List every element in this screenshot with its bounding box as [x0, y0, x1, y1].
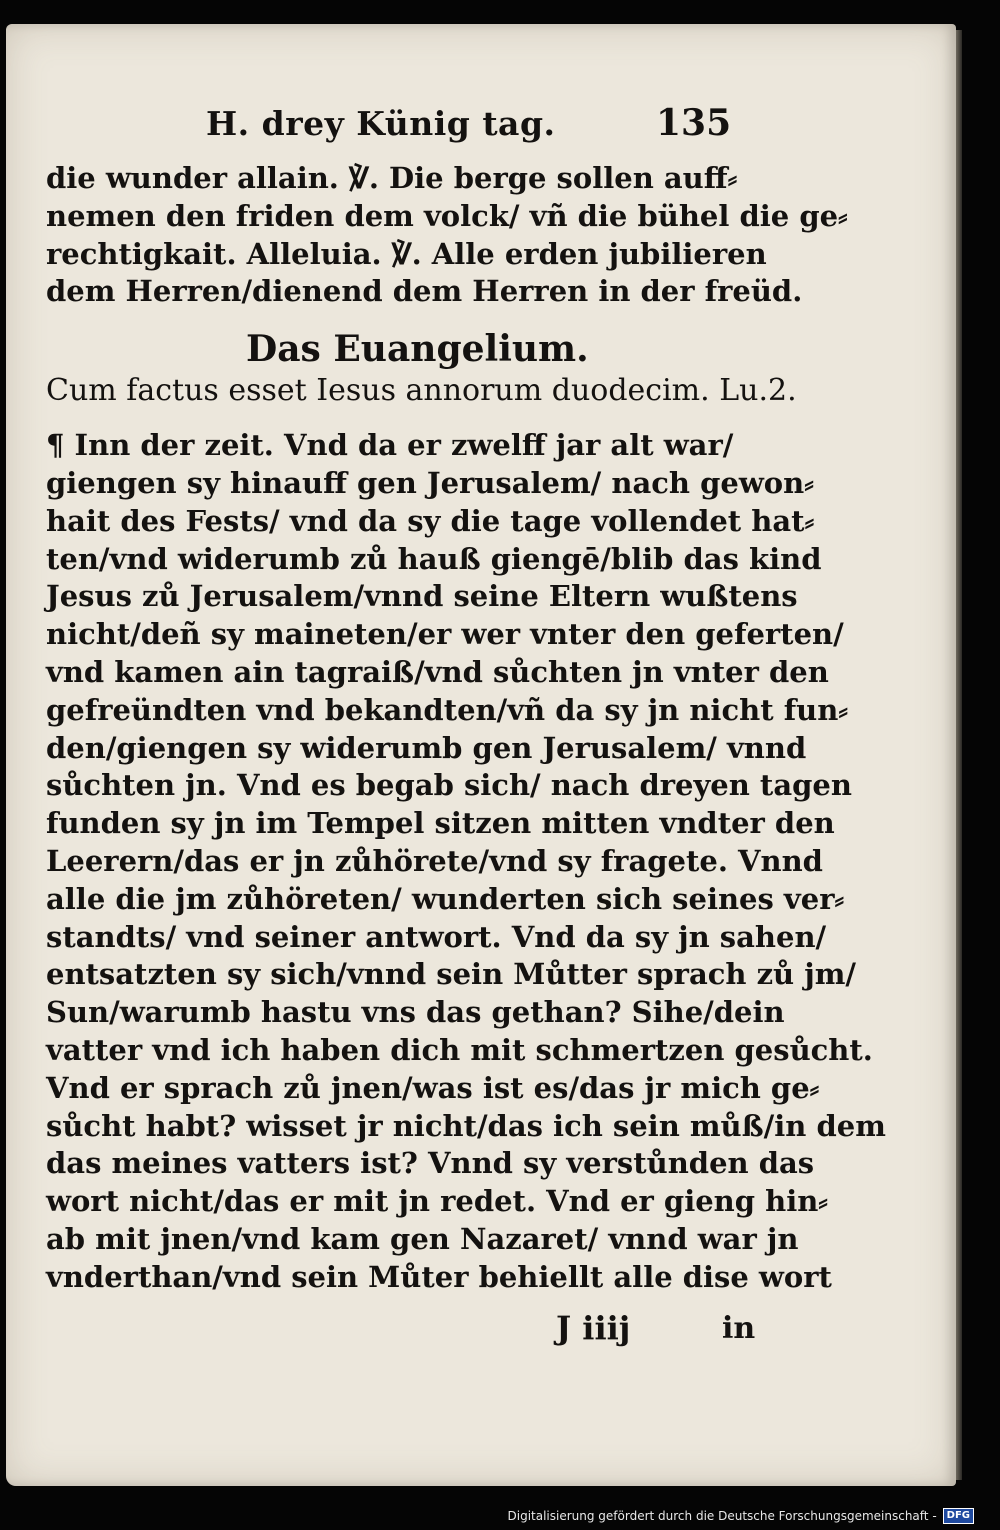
text-line: vatter vnd ich haben dich mit schmertzen gesůcht.	[46, 1032, 873, 1067]
book-page	[6, 24, 956, 1486]
preceding-verses	[46, 160, 848, 311]
text-line: nemen den friden dem volck/ vñ die bühel die ge⸗	[46, 198, 848, 233]
text-line: ten/vnd widerumb zů hauß giengē/blib das kind	[46, 541, 822, 576]
text-line: Sun/warumb hastu vns das gethan? Sihe/dein	[46, 995, 785, 1030]
text-block	[46, 102, 886, 1359]
text-line: das meines vatters ist? Vnnd sy verstůnden das	[46, 1146, 815, 1181]
text-line: die wunder allain. ℣. Die berge sollen auff⸗	[46, 161, 738, 195]
text-line: wort nicht/das er mit jn redet. Vnd er gieng hin⸗	[46, 1184, 828, 1219]
page-edge	[956, 30, 962, 1480]
text-line: hait des Fests/ vnd da sy die tage vollendet hat⸗	[46, 503, 815, 538]
text-line: rechtigkait. Alleluia. ℣. Alle erden jubilieren	[46, 236, 767, 271]
credit-text: Digitalisierung gefördert durch die Deutsche Forschungsgemeinschaft -	[507, 1509, 937, 1523]
text-line: alle die jm zůhöreten/ wunderten sich seines ver⸗	[46, 881, 845, 916]
text-line: Leerern/das er jn zůhörete/vnd sy fragete. Vnnd	[46, 843, 823, 878]
text-line: Jesus zů Jerusalem/vnnd seine Eltern wußtens	[46, 579, 798, 614]
text-line: nicht/deñ sy maineten/er wer vnter den geferten/	[46, 617, 844, 652]
gospel-text	[46, 427, 886, 1296]
text-line: vnd kamen ain tagraiß/vnd sůchten jn vnter den	[46, 654, 829, 689]
page-number: 135	[656, 102, 732, 144]
text-line: den/giengen sy widerumb gen Jerusalem/ vnnd	[46, 730, 807, 765]
dfg-logo: DFG	[943, 1508, 974, 1524]
text-line: dem Herren/dienend dem Herren in der freüd.	[46, 274, 803, 309]
signature-mark: J iiij	[556, 1308, 631, 1347]
text-line: sůcht habt? wisset jr nicht/das ich sein můß/in dem	[46, 1108, 886, 1143]
catchword: in	[722, 1310, 756, 1346]
page-footer	[46, 1309, 776, 1359]
text-line: sůchten jn. Vnd es begab sich/ nach dreyen tagen	[46, 768, 852, 803]
text-line: ab mit jnen/vnd kam gen Nazaret/ vnnd war jn	[46, 1221, 799, 1256]
text-line: Vnd er sprach zů jnen/was ist es/das jr mich ge⸗	[46, 1070, 820, 1105]
text-line: vnderthan/vnd sein Můter behiellt alle dise wort	[46, 1259, 832, 1294]
section-heading: Das Euangelium.	[246, 328, 589, 371]
running-head	[46, 104, 776, 160]
text-line: funden sy jn im Tempel sitzen mitten vndter den	[46, 806, 835, 841]
text-line: ¶ Inn der zeit. Vnd da er zwelff jar alt war/	[46, 428, 734, 463]
text-line: giengen sy hinauff gen Jerusalem/ nach gewon⸗	[46, 465, 814, 500]
text-line: entsatzten sy sich/vnnd sein Můtter sprach zů jm/	[46, 957, 856, 992]
latin-incipit: Cum factus esset Iesus annorum duodecim. Lu.2.	[46, 373, 797, 409]
digitization-credit	[508, 1506, 975, 1526]
text-line: gefreündten vnd bekandten/vñ da sy jn nicht fun⸗	[46, 692, 848, 727]
text-line: standts/ vnd seiner antwort. Vnd da sy jn sahen/	[46, 919, 827, 954]
running-title: H. drey Künig tag.	[206, 104, 556, 143]
